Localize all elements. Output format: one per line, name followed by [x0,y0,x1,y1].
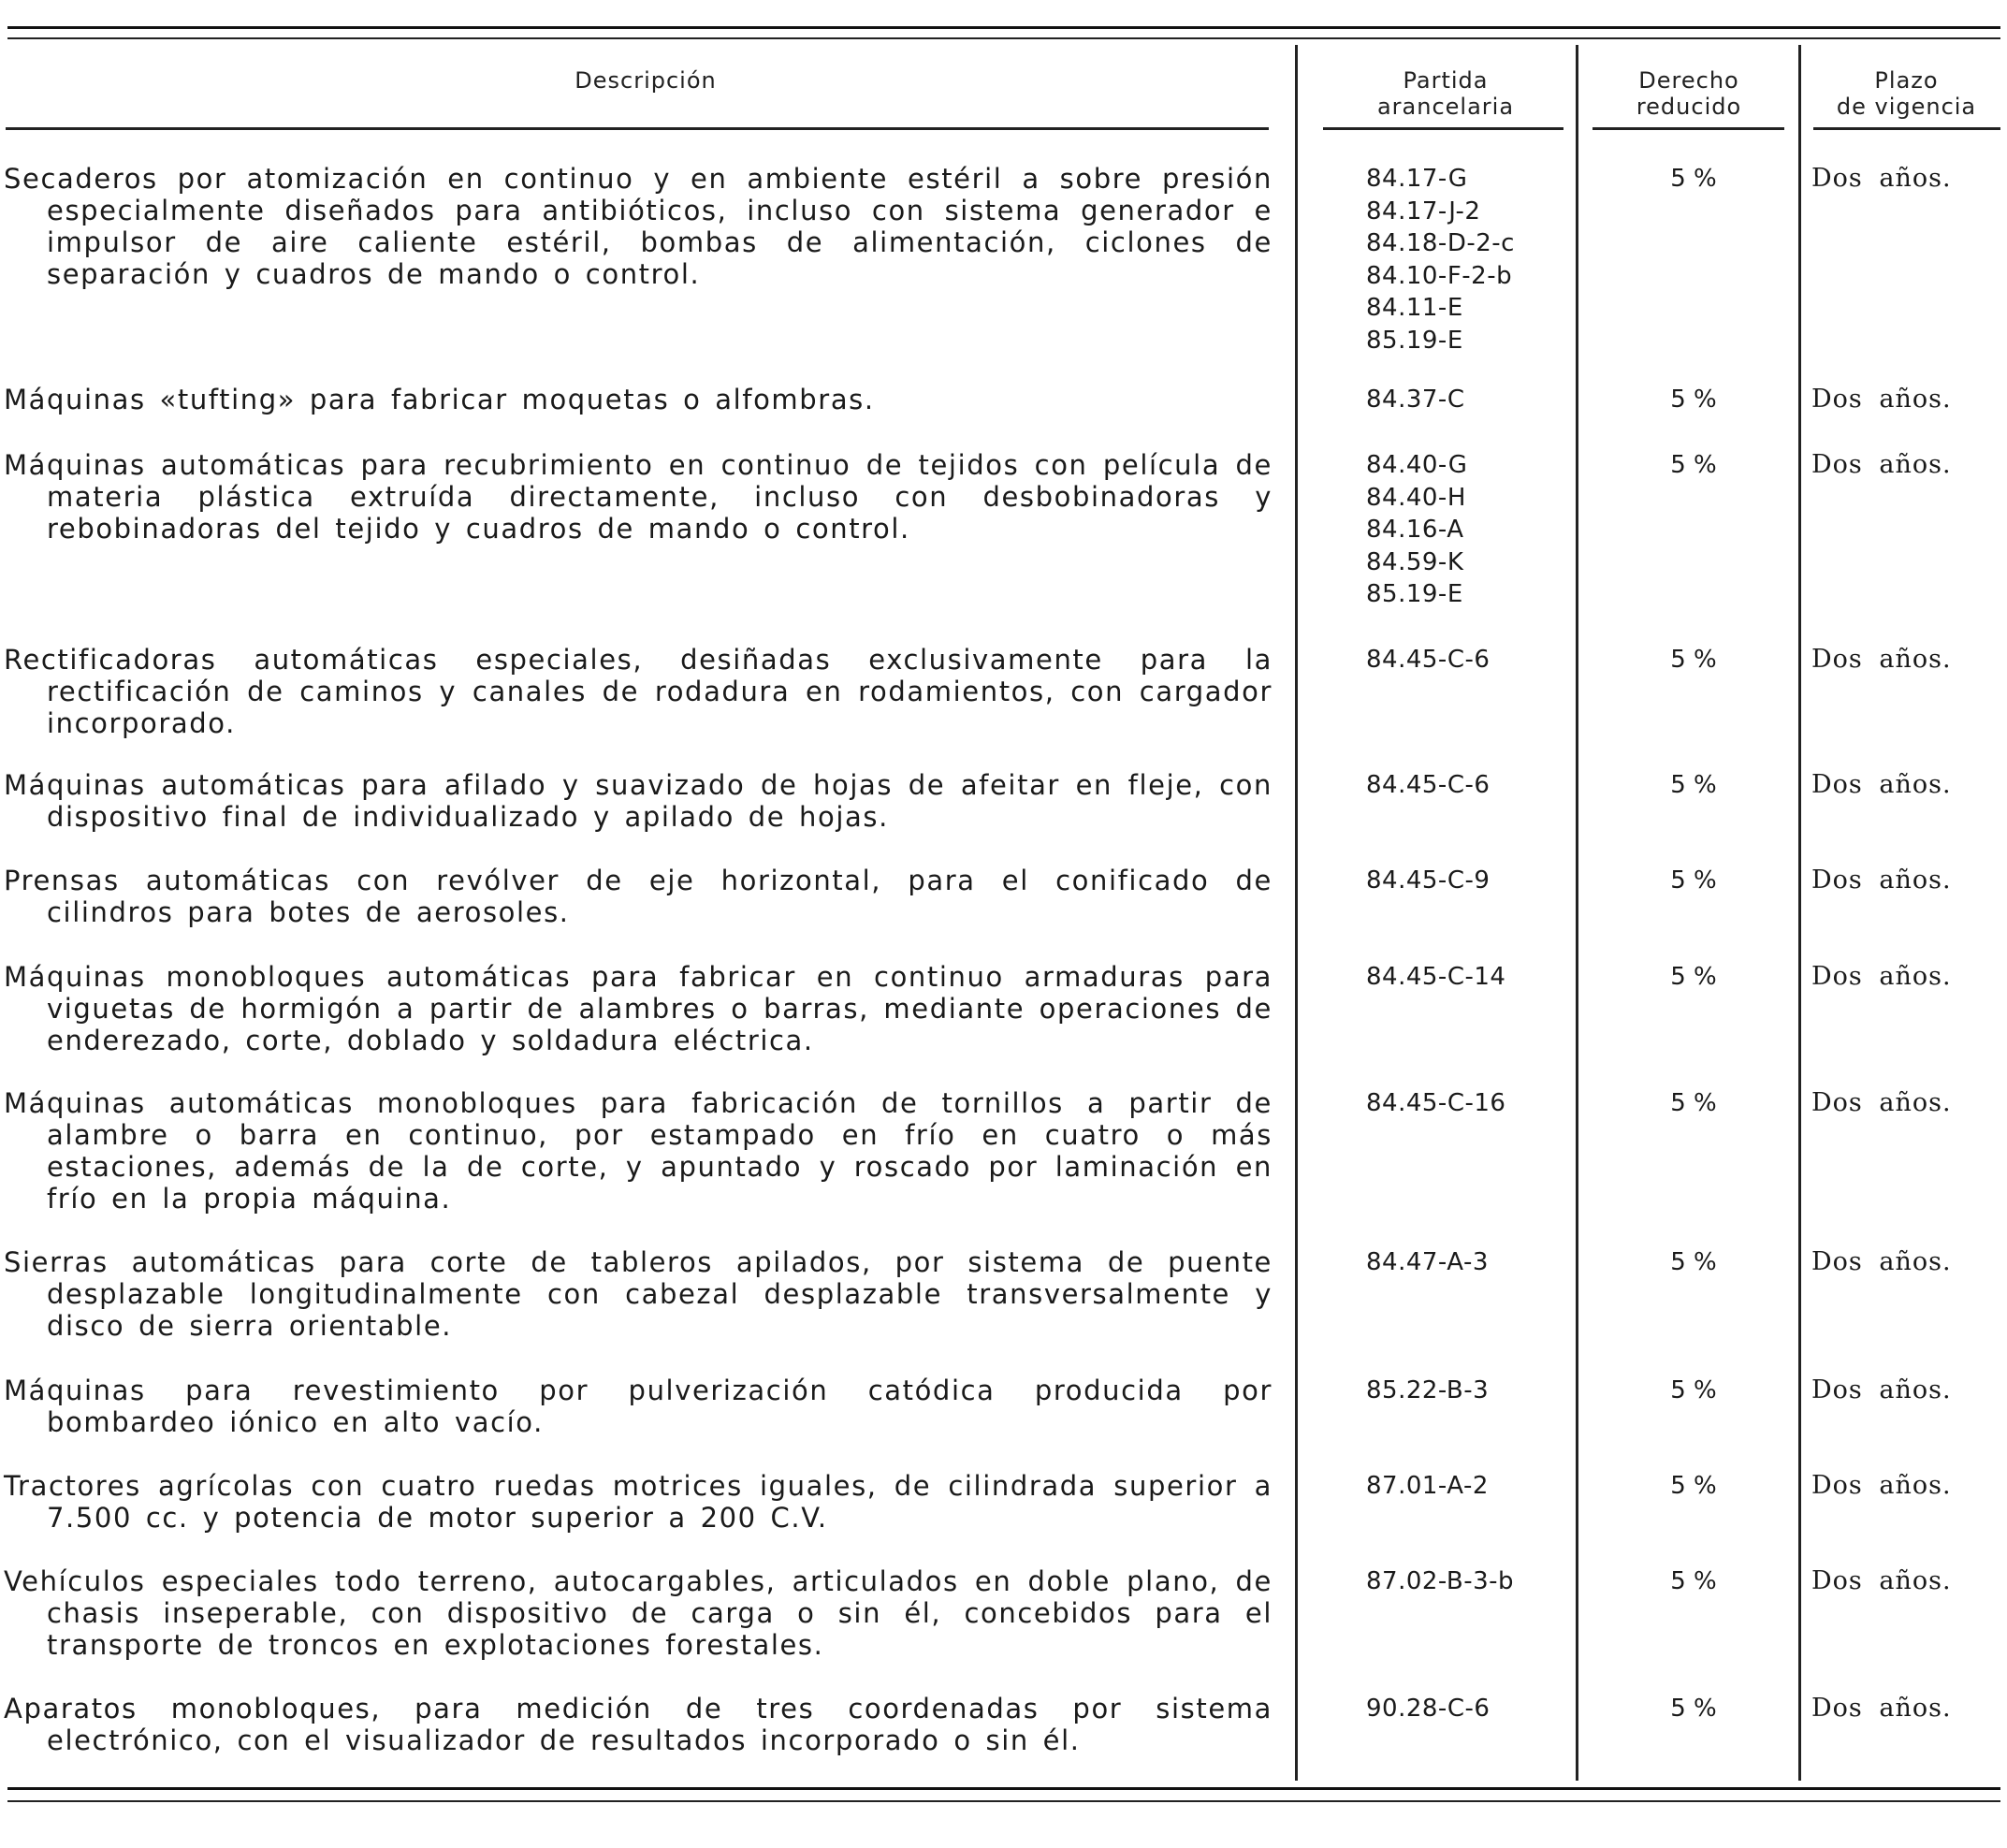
tariff-code: 84.11-E [1366,294,1463,322]
row-term: Dos años. [1811,1694,1952,1723]
row-description: Máquinas automáticas para afilado y suavizado de hojas de afeitar en fleje, con dispositivo final de individualizado y apilado de hojas. [4,769,1273,833]
row-tariff-codes [1366,644,1591,677]
tariff-code: 84.16-A [1366,516,1464,544]
row-tariff-codes [1366,449,1591,611]
bottom-rule-inner [7,1800,2000,1802]
row-description: Sierras automáticas para corte de tableros apilados, por sistema de puente desplazable longitudinalmente con cabezal desplazable transversalmente y disco de sierra orientable. [4,1246,1273,1342]
header-rule [1813,127,2000,130]
row-description: Prensas automáticas con revólver de eje horizontal, para el conificado de cilindros para botes de aerosoles. [4,865,1273,928]
header-term-line2: de vigencia [1836,94,1977,120]
top-rule [7,26,2000,29]
row-tariff-codes [1366,1246,1591,1279]
column-divider [1295,45,1298,1781]
row-term: Dos años. [1811,1375,1952,1404]
row-tariff-codes [1366,1470,1591,1503]
header-duty-line1: Derecho [1638,67,1739,94]
tariff-code: 84.40-H [1366,483,1466,512]
row-duty: 5 % [1670,386,1717,414]
row-term: Dos años. [1811,450,1952,479]
top-rule-inner [7,37,2000,39]
tariff-code: 84.45-C-6 [1366,646,1491,674]
tariff-code: 87.02-B-3-b [1366,1567,1515,1595]
row-duty: 5 % [1670,1567,1717,1595]
row-duty: 5 % [1670,1695,1717,1723]
tariff-code: 84.17-G [1366,165,1468,193]
row-term: Dos años. [1811,1471,1952,1500]
tariff-code: 84.47-A-3 [1366,1248,1489,1276]
row-term: Dos años. [1811,866,1952,895]
row-tariff-codes [1366,1375,1591,1407]
row-tariff-codes [1366,769,1591,802]
header-rule [1593,127,1784,130]
row-duty: 5 % [1670,165,1717,193]
header-tariff-line2: arancelaria [1376,94,1515,120]
header-term-line1: Plazo [1874,67,1939,94]
tariff-code: 85.19-E [1366,326,1463,355]
header-term [1811,67,2002,120]
row-description: Rectificadoras automáticas especiales, desiñadas exclusivamente para la rectificación de caminos y canales de rodadura en rodamientos, con cargador incorporado. [4,644,1273,739]
header-description: Descripción [574,67,717,94]
row-description: Máquinas automáticas monobloques para fabricación de tornillos a partir de alambre o barra en continuo, por estampado en frío en cuatro o más estaciones, además de la de corte, y apuntado y roscado por laminación en frío en la propia máquina. [4,1087,1273,1215]
tariff-code: 85.19-E [1366,580,1463,608]
tariff-code: 90.28-C-6 [1366,1695,1491,1723]
row-duty: 5 % [1670,866,1717,895]
row-tariff-codes [1366,163,1591,357]
row-term: Dos años. [1811,962,1952,991]
row-description: Tractores agrícolas con cuatro ruedas motrices iguales, de cilindrada superior a 7.500 cc. y potencia de motor superior a 200 C.V. [4,1470,1273,1534]
row-term: Dos años. [1811,770,1952,799]
row-term: Dos años. [1811,1088,1952,1117]
row-tariff-codes [1366,961,1591,994]
row-description: Secaderos por atomización en continuo y en ambiente estéril a sobre presión especialmente diseñados para antibióticos, incluso con sistema generador e impulsor de aire caliente estéril, bombas de alimentación, ciclones de separación y cuadros de mando o control. [4,163,1273,290]
row-duty: 5 % [1670,1248,1717,1276]
row-duty: 5 % [1670,963,1717,991]
row-tariff-codes [1366,1693,1591,1725]
tariff-code: 84.17-J-2 [1366,196,1481,226]
row-description: Vehículos especiales todo terreno, autocargables, articulados en doble plano, de chasis inseperable, con dispositivo de carga o sin él, concebidos para el transporte de troncos en explotaciones forestales. [4,1565,1273,1661]
row-description: Aparatos monobloques, para medición de tres coordenadas por sistema electrónico, con el visualizador de resultados incorporado o sin él. [4,1693,1273,1756]
bottom-rule [7,1787,2000,1790]
header-tariff-line1: Partida [1403,67,1489,94]
row-tariff-codes [1366,865,1591,897]
header-rule [1323,127,1563,130]
row-description: Máquinas «tufting» para fabricar moquetas o alfombras. [4,384,875,415]
row-term: Dos años. [1811,385,1952,414]
tariff-code: 84.45-C-16 [1366,1089,1506,1117]
tariff-code: 84.45-C-6 [1366,771,1491,799]
tariff-code: 84.40-G [1366,451,1468,479]
row-tariff-codes [1366,1087,1591,1120]
row-term: Dos años. [1811,645,1952,674]
tariff-code: 85.22-B-3 [1366,1376,1490,1404]
row-duty: 5 % [1670,1089,1717,1117]
row-term: Dos años. [1811,164,1952,193]
row-tariff-codes [1366,1565,1591,1598]
row-description: Máquinas automáticas para recubrimiento en continuo de tejidos con película de materia plástica extruída directamente, incluso con desbobinadoras y rebobinadoras del tejido y cuadros de mando o control. [4,449,1273,545]
tariff-code: 84.18-D-2-c [1366,229,1515,257]
header-rule [6,127,1269,130]
row-duty: 5 % [1670,1376,1717,1404]
header-tariff [1329,67,1563,120]
row-duty: 5 % [1670,451,1717,479]
tariff-code: 84.37-C [1366,386,1465,414]
tariff-code: 87.01-A-2 [1366,1472,1489,1500]
tariff-code: 84.45-C-14 [1366,963,1506,991]
row-duty: 5 % [1670,771,1717,799]
row-description: Máquinas para revestimiento por pulverización catódica producida por bombardeo iónico en alto vacío. [4,1375,1273,1438]
row-duty: 5 % [1670,646,1717,674]
column-divider [1798,45,1801,1781]
row-term: Dos años. [1811,1247,1952,1276]
row-tariff-codes [1366,384,1591,416]
header-duty-line2: reducido [1636,94,1742,120]
row-term: Dos años. [1811,1566,1952,1595]
tariff-code: 84.59-K [1366,547,1464,576]
tariff-code: 84.45-C-9 [1366,866,1491,895]
row-duty: 5 % [1670,1472,1717,1500]
header-duty [1591,67,1787,120]
row-description: Máquinas monobloques automáticas para fabricar en continuo armaduras para viguetas de hormigón a partir de alambres o barras, mediante operaciones de enderezado, corte, doblado y soldadura eléctrica. [4,961,1273,1056]
tariff-code: 84.10-F-2-b [1366,261,1513,290]
